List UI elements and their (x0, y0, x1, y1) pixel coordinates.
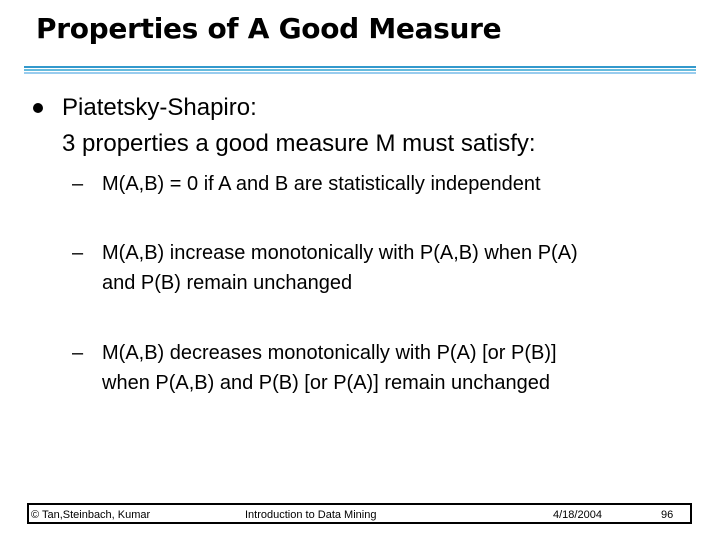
dash-icon: – (72, 173, 84, 195)
title-divider-line (24, 66, 696, 68)
title-divider-line (24, 69, 696, 71)
dash-icon: – (72, 242, 84, 264)
slide-title: Properties of A Good Measure (36, 12, 502, 45)
bullet-line-1: Piatetsky-Shapiro: (62, 94, 257, 121)
subitem-3-line-1: M(A,B) decreases monotonically with P(A) [or P(B)] (102, 342, 557, 364)
dash-icon: – (72, 342, 84, 364)
subitem-3-line-2: when P(A,B) and P(B) [or P(A)] remain unchanged (102, 372, 550, 394)
footer-date: 4/18/2004 (553, 509, 602, 521)
subitem-1-line-1: M(A,B) = 0 if A and B are statistically independent (102, 173, 541, 195)
footer-author: © Tan,Steinbach, Kumar (31, 509, 151, 521)
footer-course: Introduction to Data Mining (245, 509, 377, 521)
footer-page-number: 96 (661, 509, 674, 521)
subitem-2-line-2: and P(B) remain unchanged (102, 272, 353, 294)
bullet-dot-icon (33, 103, 43, 113)
bullet-line-2: 3 properties a good measure M must satisfy: (62, 130, 536, 157)
slide-footer (27, 503, 692, 524)
subitem-2-line-1: M(A,B) increase monotonically with P(A,B) when P(A) (102, 242, 578, 264)
title-divider-line (24, 72, 696, 74)
